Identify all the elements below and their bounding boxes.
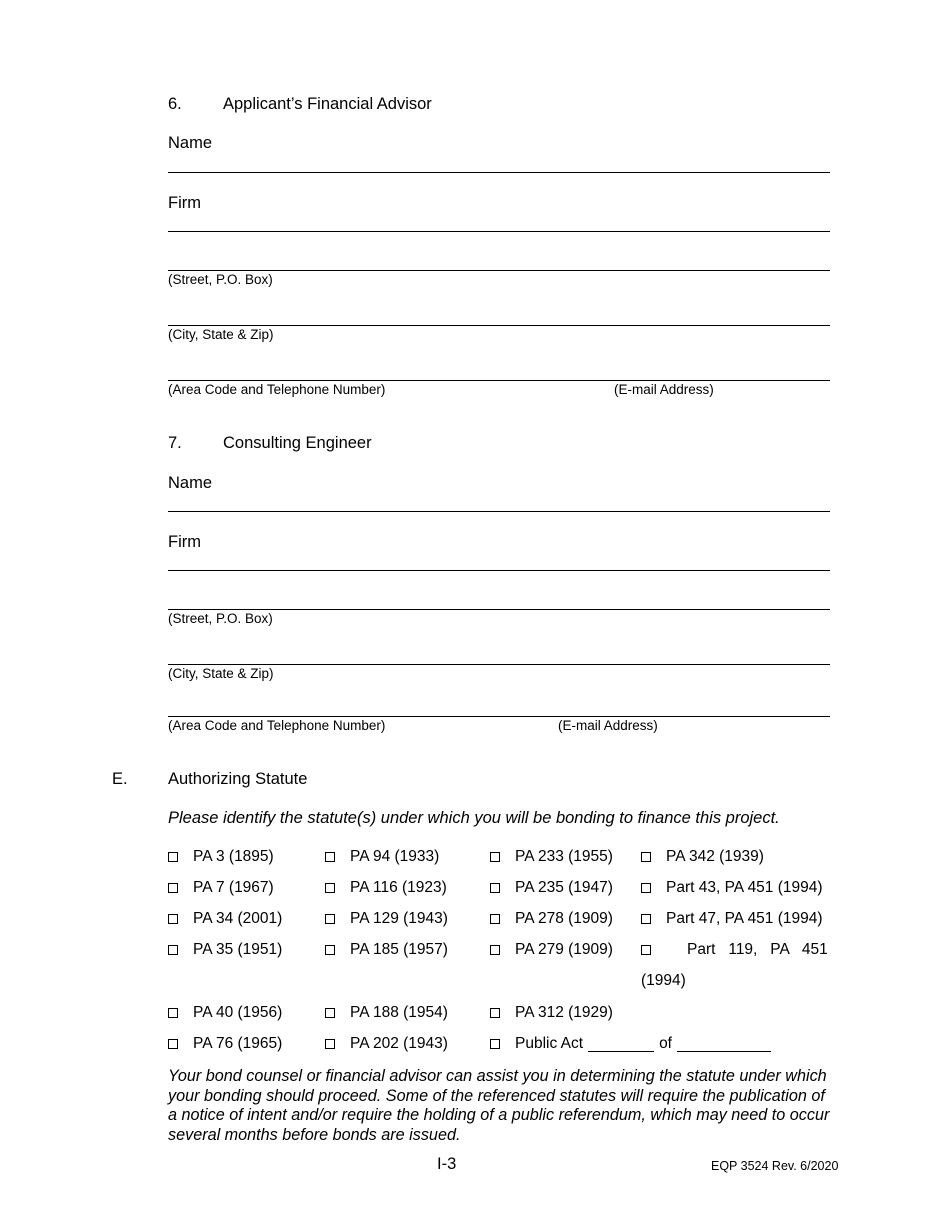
statute-checkbox-pa185-1957[interactable]: PA 185 (1957) [325, 941, 448, 959]
checkbox-icon[interactable] [490, 852, 500, 862]
checkbox-icon[interactable] [325, 1008, 335, 1018]
advisor-city-caption: (City, State & Zip) [168, 327, 274, 342]
engineer-name-line[interactable] [168, 511, 830, 512]
checkbox-icon[interactable] [168, 1008, 178, 1018]
statute-checkbox-pa312-1929[interactable]: PA 312 (1929) [490, 1004, 613, 1022]
checkbox-icon[interactable] [168, 914, 178, 924]
statute-instruction: Please identify the statute(s) under which you will be bonding to finance this project. [168, 809, 780, 827]
checkbox-icon[interactable] [490, 883, 500, 893]
section-e-title: Authorizing Statute [168, 770, 308, 788]
statute-checkbox-part119-pa451[interactable]: Part 119, PA 451 [641, 941, 828, 959]
checkbox-icon[interactable] [641, 914, 651, 924]
advisor-email-caption: (E-mail Address) [614, 382, 714, 397]
statute-checkbox-pa116-1923[interactable]: PA 116 (1923) [325, 879, 447, 897]
statute-checkbox-pa94-1933[interactable]: PA 94 (1933) [325, 848, 439, 866]
statute-checkbox-pa278-1909[interactable]: PA 278 (1909) [490, 910, 613, 928]
public-act-number-blank[interactable] [588, 1037, 654, 1052]
engineer-phone-caption: (Area Code and Telephone Number) [168, 718, 386, 733]
statute-checkbox-pa188-1954[interactable]: PA 188 (1954) [325, 1004, 448, 1022]
checkbox-icon[interactable] [490, 914, 500, 924]
advisor-name-label: Name [168, 134, 213, 152]
checkbox-icon[interactable] [490, 1008, 500, 1018]
section-7-title: Consulting Engineer [223, 434, 372, 452]
statute-checkbox-pa35-1951[interactable]: PA 35 (1951) [168, 941, 282, 959]
engineer-city-caption: (City, State & Zip) [168, 666, 274, 681]
checkbox-icon[interactable] [168, 883, 178, 893]
section-e-letter: E. [112, 770, 128, 788]
statute-checkbox-pa34-2001[interactable]: PA 34 (2001) [168, 910, 282, 928]
page-number: I-3 [437, 1155, 457, 1173]
section-6-number: 6. [168, 95, 182, 113]
checkbox-icon[interactable] [168, 1039, 178, 1049]
advisor-name-line[interactable] [168, 172, 830, 173]
engineer-street-caption: (Street, P.O. Box) [168, 611, 273, 626]
statute-note: Your bond counsel or financial advisor can assist you in determining the statute under which your bonding should proceed. Some of the referenced statutes will require the publication of a notice of intent and/or require the holding of a public referendum, which may need to occur several months before bonds are issued. [168, 1067, 830, 1144]
advisor-firm-line[interactable] [168, 231, 830, 232]
engineer-street-line[interactable] [168, 609, 830, 610]
statute-checkbox-pa202-1943[interactable]: PA 202 (1943) [325, 1035, 448, 1053]
section-6-title: Applicant’s Financial Advisor [223, 95, 432, 113]
advisor-phone-caption: (Area Code and Telephone Number) [168, 382, 386, 397]
checkbox-icon[interactable] [490, 945, 500, 955]
part119-year-text: (1994) [641, 972, 686, 989]
checkbox-icon[interactable] [325, 852, 335, 862]
advisor-firm-label: Firm [168, 194, 201, 212]
checkbox-icon[interactable] [325, 914, 335, 924]
checkbox-icon[interactable] [641, 852, 651, 862]
statute-checkbox-pa76-1965[interactable]: PA 76 (1965) [168, 1035, 282, 1053]
checkbox-icon[interactable] [325, 883, 335, 893]
advisor-phone-email-line[interactable] [168, 380, 830, 381]
statute-checkbox-pa129-1943[interactable]: PA 129 (1943) [325, 910, 448, 928]
checkbox-icon[interactable] [325, 945, 335, 955]
public-act-year-blank[interactable] [677, 1037, 771, 1052]
engineer-firm-line[interactable] [168, 570, 830, 571]
statute-checkbox-pa7-1967[interactable]: PA 7 (1967) [168, 879, 274, 897]
statute-checkbox-part43-pa451[interactable]: Part 43, PA 451 (1994) [641, 879, 823, 897]
checkbox-icon[interactable] [641, 883, 651, 893]
statute-checkbox-public-act[interactable]: Public Act of [490, 1035, 771, 1053]
advisor-street-line[interactable] [168, 270, 830, 271]
checkbox-icon[interactable] [325, 1039, 335, 1049]
statute-checkbox-part47-pa451[interactable]: Part 47, PA 451 (1994) [641, 910, 823, 928]
section-7-number: 7. [168, 434, 182, 452]
engineer-email-caption: (E-mail Address) [558, 718, 658, 733]
statute-checkbox-pa3-1895[interactable]: PA 3 (1895) [168, 848, 274, 866]
statute-checkbox-pa40-1956[interactable]: PA 40 (1956) [168, 1004, 282, 1022]
checkbox-icon[interactable] [641, 945, 651, 955]
advisor-city-line[interactable] [168, 325, 830, 326]
engineer-city-line[interactable] [168, 664, 830, 665]
engineer-firm-label: Firm [168, 533, 201, 551]
engineer-name-label: Name [168, 474, 213, 492]
statute-checkbox-pa233-1955[interactable]: PA 233 (1955) [490, 848, 613, 866]
statute-checkbox-pa342-1939[interactable]: PA 342 (1939) [641, 848, 764, 866]
checkbox-icon[interactable] [168, 945, 178, 955]
advisor-street-caption: (Street, P.O. Box) [168, 272, 273, 287]
checkbox-icon[interactable] [168, 852, 178, 862]
statute-checkbox-pa235-1947[interactable]: PA 235 (1947) [490, 879, 613, 897]
form-id: EQP 3524 Rev. 6/2020 [711, 1159, 839, 1173]
statute-checkbox-pa279-1909[interactable]: PA 279 (1909) [490, 941, 613, 959]
engineer-phone-email-line[interactable] [168, 716, 830, 717]
checkbox-icon[interactable] [490, 1039, 500, 1049]
